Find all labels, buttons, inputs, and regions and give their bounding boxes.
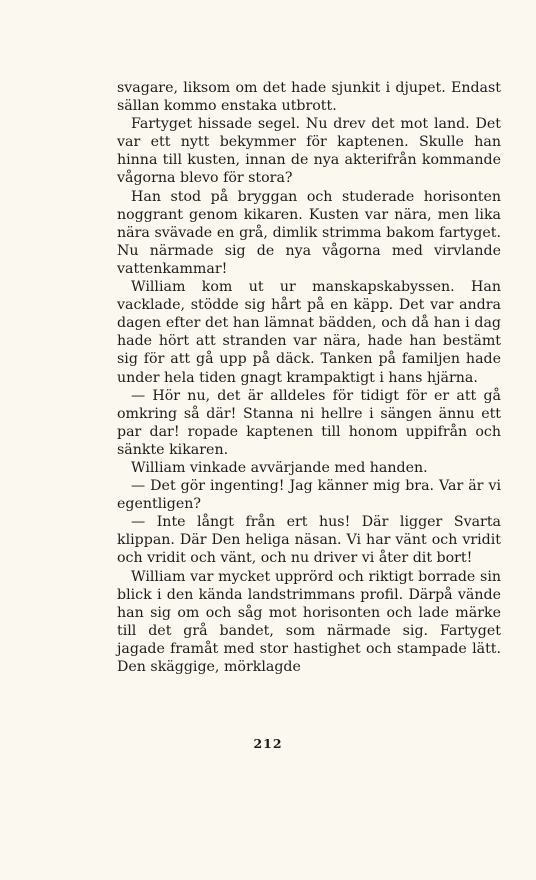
- paragraph: William var mycket upprörd och riktigt borrade sin blick i den kända landstrimmans profil. Därpå vände han sig om och såg mot horisonten och lade märke till det grå bandet, som närmade sig. Fartyget jagade framåt med stor hastighet och stampade lätt. Den skäggige, mörklagde: [117, 568, 501, 675]
- dialogue-paragraph: — Det gör ingenting! Jag känner mig bra. Var är vi egentligen?: [117, 478, 501, 513]
- page-number: 212: [253, 736, 283, 751]
- paragraph: William kom ut ur manskapskabyssen. Han vacklade, stödde sig hårt på en käpp. Det var andra dagen efter det han lämnat bädden, och då han i dag hade hört att stranden var nära, hade han bestämt sig för att gå upp på däck. Tanken på familjen hade under hela tiden gnagt krampaktigt i hans hjärna.: [117, 279, 501, 386]
- paragraph: William vinkade avvärjande med handen.: [131, 459, 428, 476]
- paragraph: svagare, liksom om det hade sjunkit i djupet. Endast sällan kommo enstaka utbrott.: [117, 80, 501, 115]
- paragraph: Fartyget hissade segel. Nu drev det mot land. Det var ett nytt bekymmer för kaptenen. Skulle han hinna till kusten, innan de nya akterifrån kommande vågorna blevo för stora?: [117, 116, 501, 187]
- paragraph: Han stod på bryggan och studerade horisonten noggrant genom kikaren. Kusten var nära, men lika nära svävade en grå, dimlik strimma bakom fartyget. Nu närmade sig de nya vågorna med virvlande vattenkammar!: [117, 188, 501, 277]
- body-text: [117, 79, 501, 676]
- dialogue-paragraph: — Hör nu, det är alldeles för tidigt för er att gå omkring så där! Stanna ni hellre i sängen ännu ett par dar! ropade kaptenen till honom uppifrån och sänkte kikaren.: [117, 387, 501, 458]
- dialogue-paragraph: — Inte långt från ert hus! Där ligger Svarta klippan. Där Den heliga näsan. Vi har vänt och vridit och vridit och vänt, och nu driver vi åter dit bort!: [117, 514, 501, 567]
